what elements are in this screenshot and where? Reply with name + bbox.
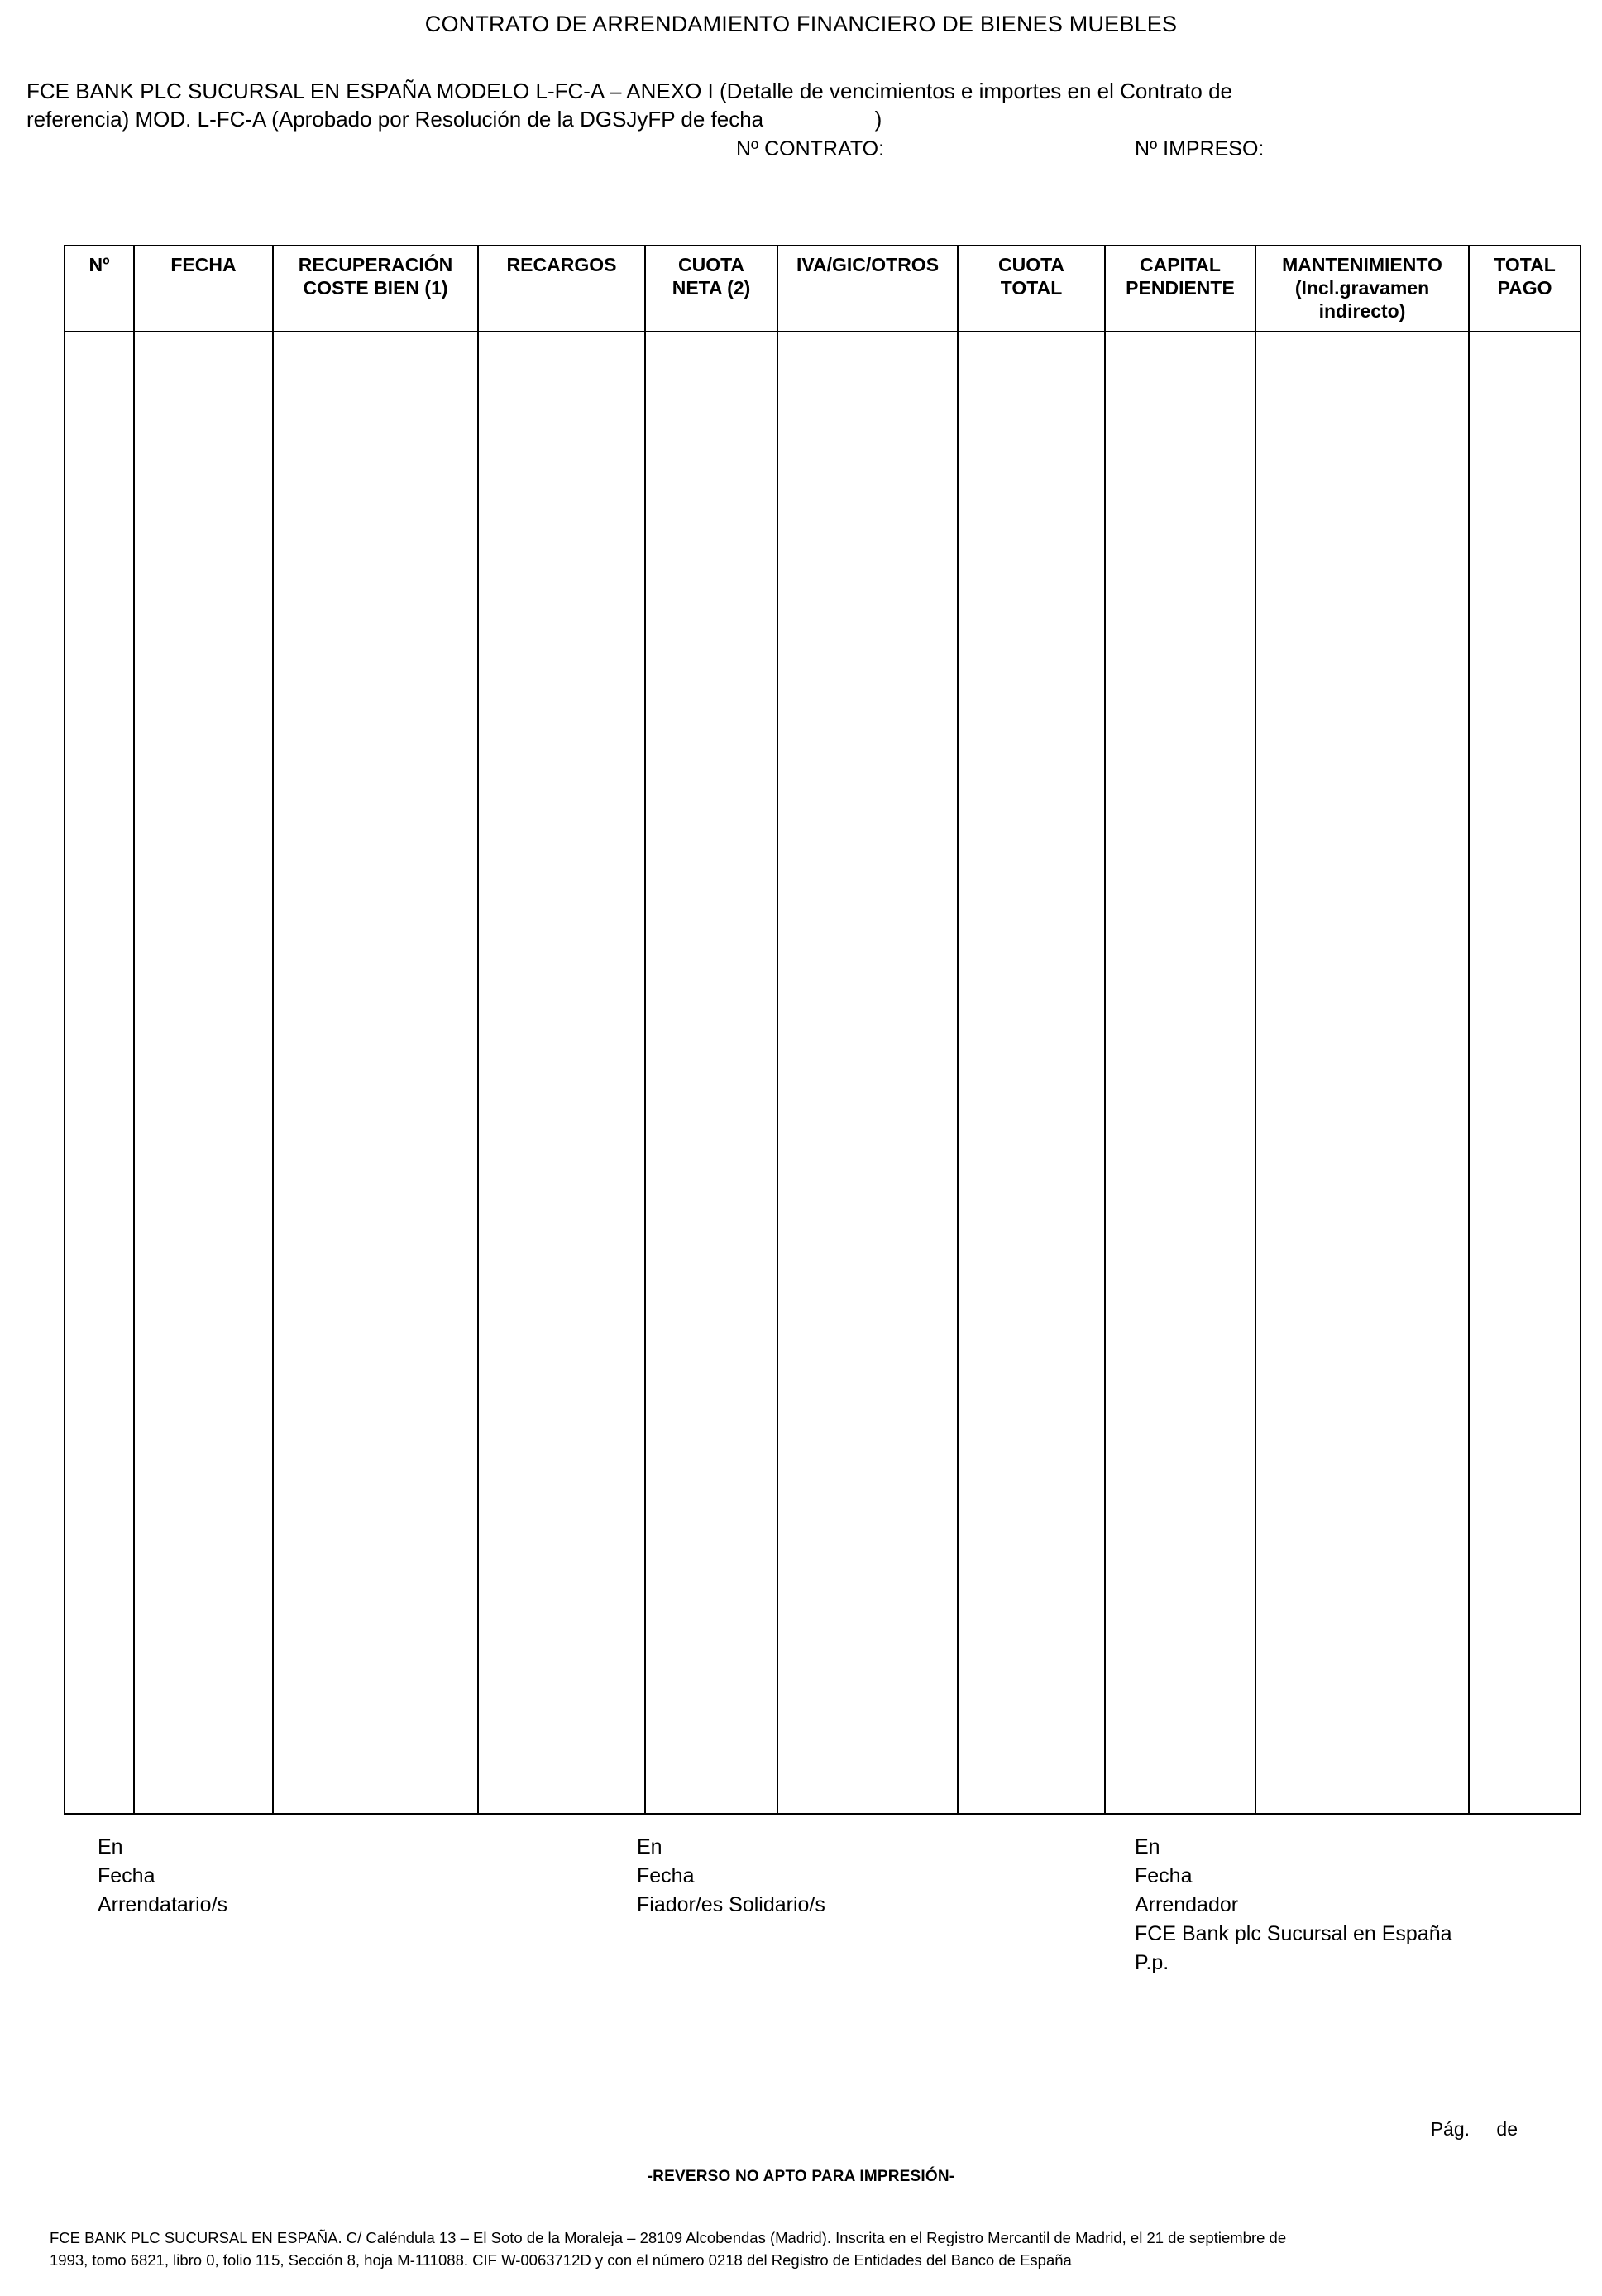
form-number-label: Nº IMPRESO: [1135,136,1265,160]
column-header-recargos-line-1: RECARGOS [506,253,617,275]
intro-line-1: FCE BANK PLC SUCURSAL EN ESPAÑA MODELO L-FC-A – ANEXO I (Detalle de vencimientos e importes en el Contrato de [26,79,1232,103]
column-header-recuperacion-line-2: COSTE BIEN (1) [303,276,448,299]
column-header-mantenimiento-line-3: indirecto) [1318,299,1406,322]
signature-column-lessor [1135,1833,1452,1978]
page-of-label: de [1496,2118,1518,2140]
cell-capital-pendiente[interactable] [1105,332,1255,1814]
column-header-cuota-total-line-1: CUOTA [997,253,1065,275]
guarantor-date-label: Fecha [637,1863,695,1887]
column-header-capital-pendiente [1105,246,1255,332]
guarantor-place-label: En [637,1834,662,1858]
cell-total-pago[interactable] [1469,332,1580,1814]
lessor-role-label: Arrendador [1135,1892,1239,1916]
cell-cuota-neta[interactable] [645,332,777,1814]
intro-line-2-text: referencia) MOD. L-FC-A (Aprobado por Resolución de la DGSJyFP de fecha [26,107,764,132]
page-number-block [1431,2118,1518,2141]
column-header-mantenimiento-line-2: (Incl.gravamen [1294,276,1430,299]
column-header-capital-line-2: PENDIENTE [1126,276,1235,299]
signature-column-guarantor [637,1833,825,1920]
cell-numero[interactable] [65,332,134,1814]
signature-block [0,1833,1602,2007]
lessee-role-label: Arrendatario/s [98,1892,228,1916]
column-header-iva-line-1: IVA/GIC/OTROS [796,253,940,275]
column-header-fecha-line-1: FECHA [170,253,237,275]
column-header-total-pago [1469,246,1580,332]
footer-legal-line-2: 1993, tomo 6821, libro 0, folio 115, Sección 8, hoja M-111088. CIF W-0063712D y con el número 0218 del Registro de Entidades del Banco de España [50,2251,1072,2269]
cell-iva-gic-otros[interactable] [777,332,958,1814]
column-header-mantenimiento-line-1: MANTENIMIENTO [1282,253,1442,275]
column-header-cuota-neta-line-1: CUOTA [677,253,745,275]
contract-numbers-row [0,137,1602,165]
intro-paragraph [0,77,1602,134]
column-header-numero-line-1: Nº [88,253,110,275]
cell-recuperacion-coste-bien[interactable] [273,332,478,1814]
column-header-cuota-total-line-2: TOTAL [1000,276,1063,299]
guarantor-role-label: Fiador/es Solidario/s [637,1892,825,1916]
lessor-date-label: Fecha [1135,1863,1193,1887]
column-header-fecha [134,246,273,332]
column-header-mantenimiento [1255,246,1469,332]
footer-legal-text [50,2227,1557,2271]
column-header-cuota-total [958,246,1105,332]
column-header-recuperacion-coste-bien [273,246,478,332]
table-header-row [65,246,1580,332]
contract-number-label: Nº CONTRATO: [736,136,885,160]
column-header-capital-line-1: CAPITAL [1140,253,1221,275]
lessee-place-label: En [98,1834,123,1858]
table-row [65,332,1580,1814]
cell-cuota-total[interactable] [958,332,1105,1814]
column-header-recuperacion-line-1: RECUPERACIÓN [298,253,453,275]
lessor-place-label: En [1135,1834,1160,1858]
column-header-total-pago-line-2: PAGO [1497,276,1552,299]
column-header-total-pago-line-1: TOTAL [1494,253,1556,275]
intro-line-2-close: ) [874,107,882,132]
lessor-pp-label: P.p. [1135,1950,1169,1974]
column-header-numero [65,246,134,332]
schedule-table-container [0,245,1602,1815]
signature-column-lessee [98,1833,227,1920]
intro-line-2 [26,105,1577,133]
page-title: CONTRATO DE ARRENDAMIENTO FINANCIERO DE BIENES MUEBLES [424,12,1178,36]
lessor-company-name: FCE Bank plc Sucursal en España [1135,1921,1452,1945]
reverse-print-note: -REVERSO NO APTO PARA IMPRESIÓN- [647,2168,955,2185]
cell-fecha[interactable] [134,332,273,1814]
column-header-iva-gic-otros [777,246,958,332]
payment-schedule-table [64,245,1581,1815]
page-label: Pág. [1430,2118,1470,2140]
column-header-cuota-neta-line-2: NETA (2) [672,276,751,299]
cell-recargos[interactable] [478,332,645,1814]
lessee-date-label: Fecha [98,1863,155,1887]
footer-legal-line-1: FCE BANK PLC SUCURSAL EN ESPAÑA. C/ Caléndula 13 – El Soto de la Moraleja – 28109 Alcobendas (Madrid). Inscrita en el Registro Mercantil de Madrid, el 21 de septiembre de [50,2229,1287,2247]
column-header-cuota-neta [645,246,777,332]
cell-mantenimiento[interactable] [1255,332,1469,1814]
column-header-recargos [478,246,645,332]
